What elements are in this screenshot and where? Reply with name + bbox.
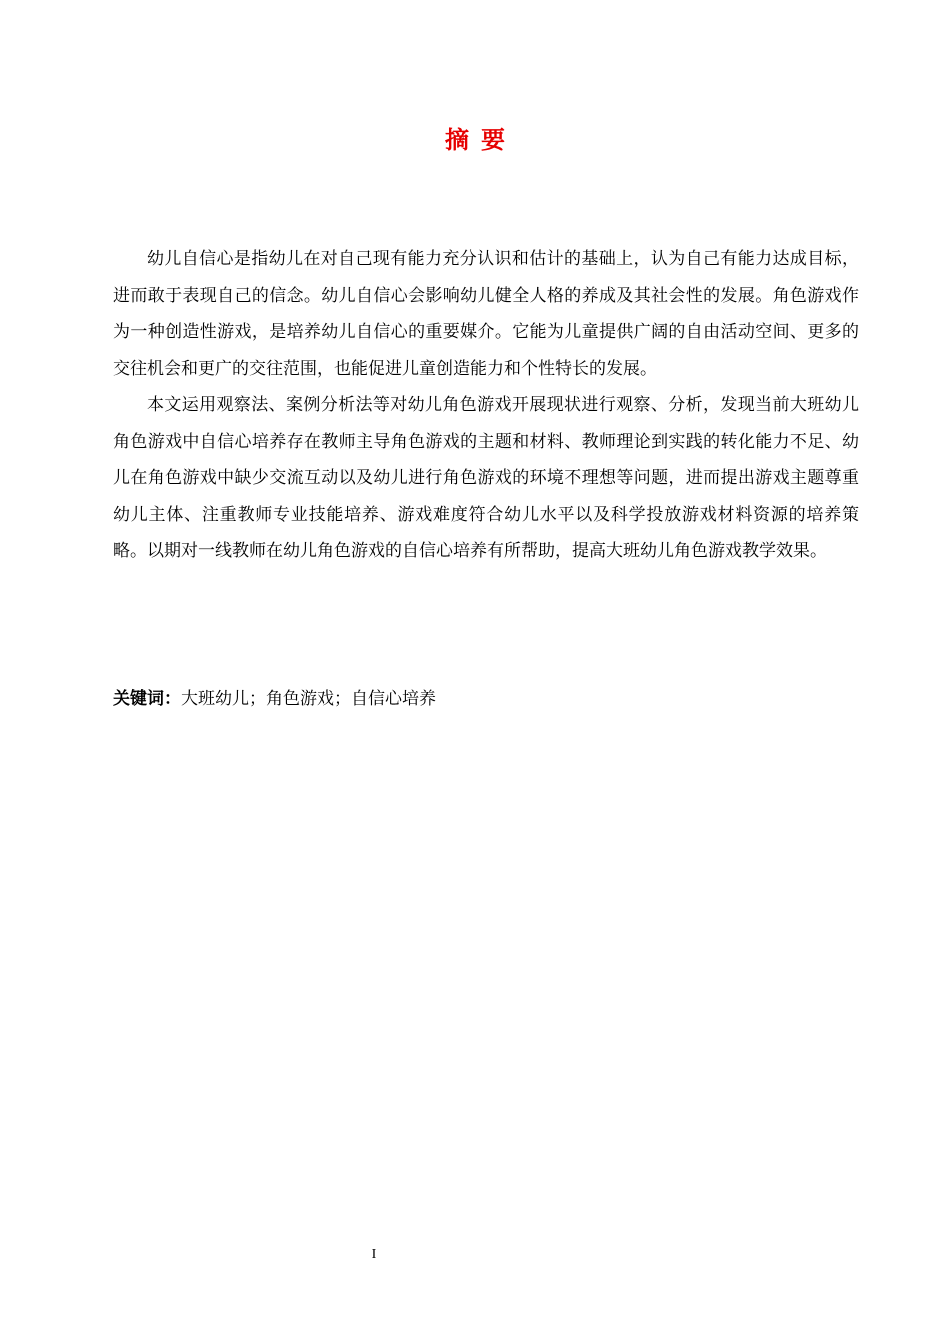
abstract-paragraph-1: 幼儿自信心是指幼儿在对自己现有能力充分认识和估计的基础上，认为自己有能力达成目标，进而敢于表现自己的信念。幼儿自信心会影响幼儿健全人格的养成及其社会性的发展。角色游戏作为一种创造性游戏，是培养幼儿自信心的重要媒介。它能为儿童提供广阔的自由活动空间、更多的交往机会和更广的交往范围，也能促进儿童创造能力和个性特长的发展。: [113, 249, 859, 379]
abstract-body: [113, 241, 859, 570]
page-number: I: [371, 1247, 377, 1262]
keywords-value: 大班幼儿；角色游戏；自信心培养: [181, 689, 436, 709]
abstract-paragraph-2: 本文运用观察法、案例分析法等对幼儿角色游戏开展现状进行观察、分析，发现当前大班幼儿角色游戏中自信心培养存在教师主导角色游戏的主题和材料、教师理论到实践的转化能力不足、幼儿在角色游戏中缺少交流互动以及幼儿进行角色游戏的环境不理想等问题，进而提出游戏主题尊重幼儿主体、注重教师专业技能培养、游戏难度符合幼儿水平以及科学投放游戏材料资源的培养策略。以期对一线教师在幼儿角色游戏的自信心培养有所帮助，提高大班幼儿角色游戏教学效果。: [113, 395, 859, 561]
keywords-label: 关键词：: [113, 689, 181, 709]
keywords-line: [113, 683, 859, 715]
abstract-title: 摘要: [445, 126, 517, 154]
